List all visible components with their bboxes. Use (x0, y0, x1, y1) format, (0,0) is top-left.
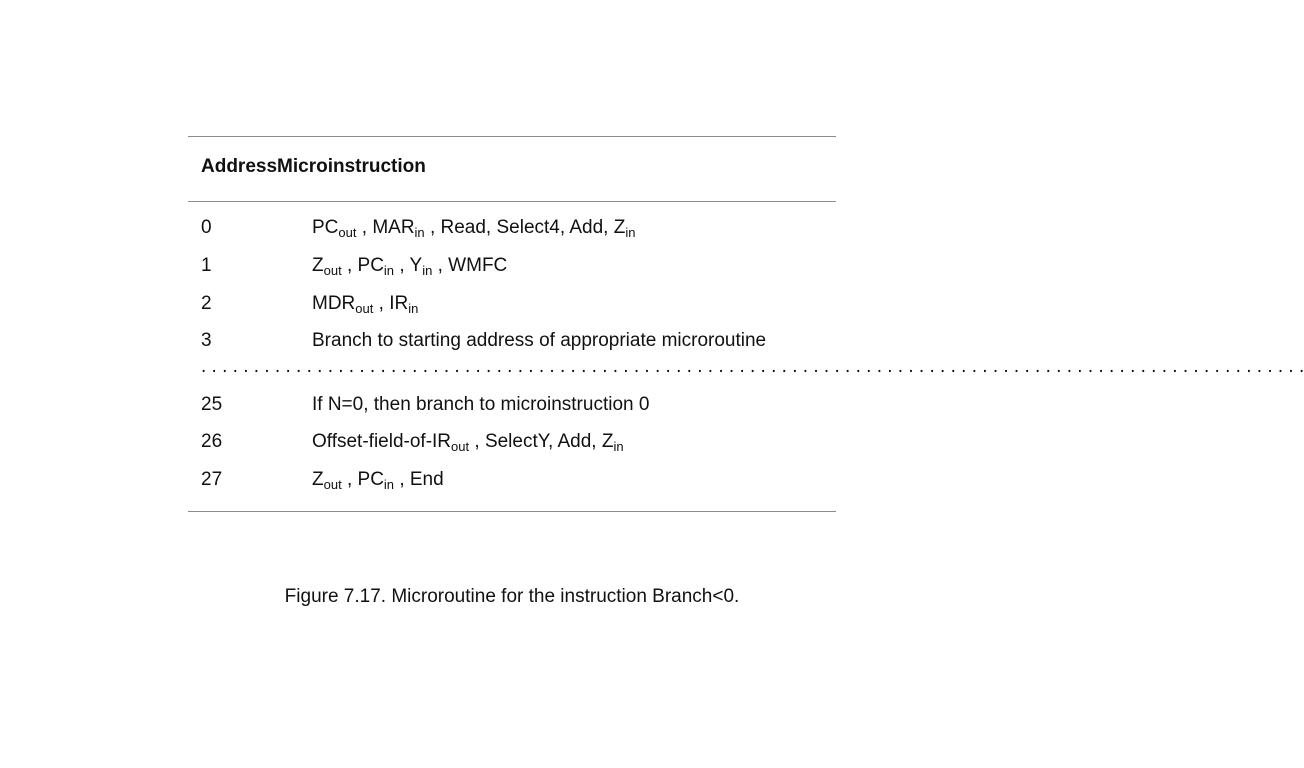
address-cell: 1 (201, 255, 212, 276)
microinstruction-text: , PC (341, 255, 384, 276)
table-top-rule (188, 136, 836, 137)
table-row (0, 255, 1024, 285)
table-header: AddressMicroinstruction (201, 156, 426, 177)
subscript: out (355, 301, 374, 316)
microinstruction-cell (312, 394, 649, 416)
microinstruction-text: , IR (373, 293, 409, 314)
subscript: in (414, 225, 425, 240)
table-row (0, 469, 1024, 499)
microinstruction-text: Offset-field-of-IR (312, 431, 452, 452)
microinstruction-text: If N=0, then branch to microinstruction 0 (312, 394, 650, 415)
microinstruction-text: , End (394, 469, 444, 490)
microinstruction-text: MDR (312, 293, 356, 314)
subscript: in (625, 225, 636, 240)
microinstruction-cell (312, 330, 766, 352)
table-row (0, 431, 1024, 461)
microinstruction-text: , Read, Select4, Add, Z (424, 217, 626, 238)
address-cell: 26 (201, 431, 223, 452)
subscript: out (323, 477, 342, 492)
table-row (0, 293, 1024, 323)
microinstruction-text: , WMFC (432, 255, 508, 276)
microinstruction-text: , SelectY, Add, Z (469, 431, 614, 452)
microinstruction-text: , PC (341, 469, 384, 490)
subscript: in (383, 263, 395, 278)
microinstruction-cell (312, 431, 624, 453)
microinstruction-text: Z (312, 255, 324, 276)
subscript: out (338, 225, 357, 240)
address-cell: 3 (201, 330, 212, 351)
subscript: in (613, 439, 624, 454)
figure-caption: Figure 7.17. Microroutine for the instruction Branch<0. (284, 586, 740, 607)
address-cell: 0 (201, 217, 212, 238)
table-ellipsis-row: . . . . . . . . . . . . . . . . . . . . . . . . . . . . . . . . . . . . . . . . . . . . . . . . . . . . . . . . . . . . . . . . . . . . . . . . . . . . . . . . . . . . . . . . . . . . . . . . . . . . . . . . . (201, 356, 1304, 377)
microinstruction-cell (312, 293, 418, 315)
subscript: out (323, 263, 342, 278)
microinstruction-text: , Y (394, 255, 423, 276)
subscript: out (451, 439, 470, 454)
subscript: in (422, 263, 433, 278)
address-cell: 25 (201, 394, 223, 415)
table-header-rule (188, 201, 836, 202)
microinstruction-text: PC (312, 217, 339, 238)
microinstruction-text: , MAR (356, 217, 415, 238)
microinstruction-cell (312, 217, 635, 239)
table-bottom-rule (188, 511, 836, 512)
address-cell: 27 (201, 469, 223, 490)
microinstruction-cell (312, 255, 507, 277)
address-cell: 2 (201, 293, 212, 314)
microinstruction-cell (312, 469, 444, 491)
microinstruction-text: Z (312, 469, 324, 490)
table-row (0, 217, 1024, 247)
table-row (0, 394, 1024, 424)
subscript: in (408, 301, 419, 316)
subscript: in (383, 477, 395, 492)
microinstruction-text: Branch to starting address of appropriate microroutine (312, 330, 767, 351)
